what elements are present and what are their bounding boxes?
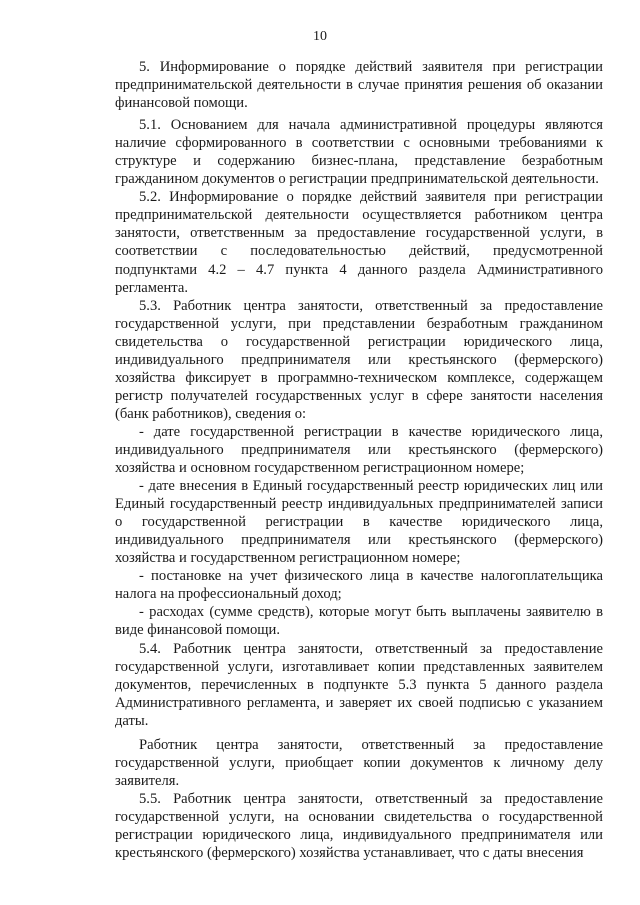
list-item-expenses: - расходах (сумме средств), которые могут быть выплачены заявителю в виде финансовой помощи. xyxy=(115,604,603,639)
paragraph-5-4-continued: Работник центра занятости, ответственный за предоставление государственной услуги, приобщает копии документов к личному делу заявителя. xyxy=(115,736,603,789)
list-item-registration-date: - дате государственной регистрации в качестве юридического лица, индивидуального предпринимателя или крестьянского (фермерского) хозяйства и основном государственном регистрационном номере; xyxy=(115,423,603,477)
document-body xyxy=(115,58,603,862)
paragraph-5-2: 5.2. Информирование о порядке действий заявителя при регистрации предпринимательской деятельности осуществляется работником центра занятости, ответственным за предоставление государственной услуги, в соответствии с последовательностью действий, предусмотренной подпунктами 4.2 – 4.7 пункта 4 данного раздела Административного регламента. xyxy=(115,189,603,296)
section-5-heading-paragraph: 5. Информирование о порядке действий заявителя при регистрации предпринимательской деятельности в случае принятия решения об оказании финансовой помощи. xyxy=(115,59,603,112)
page-number: 10 xyxy=(313,29,327,44)
list-item-tax-registration: - постановке на учет физического лица в качестве налогоплательщика налога на профессиональный доход; xyxy=(115,568,603,603)
paragraph-5-5: 5.5. Работник центра занятости, ответственный за предоставление государственной услуги, на основании свидетельства о государственной регистрации юридического лица, индивидуального предпринимателя или крестьянского (фермерского) хозяйства устанавливает, что с даты внесения xyxy=(115,790,603,862)
paragraph-5-3: 5.3. Работник центра занятости, ответственный за предоставление государственной услуги, при представлении безработным гражданином свидетельства о государственной регистрации юридического лица, индивидуального предпринимателя или крестьянского (фермерского) хозяйства фиксирует в программно-техническом комплексе, содержащем регистр получателей государственных услуг в сфере занятости населения (банк работников), сведения о: xyxy=(115,297,603,422)
list-item-register-entry-date: - дате внесения в Единый государственный реестр юридических лиц или Единый государственный реестр индивидуальных предпринимателей записи о государственной регистрации в качестве юридического лица, индивидуального предпринимателя или крестьянского (фермерского) хозяйства и государственном регистрационном номере; xyxy=(115,478,603,567)
paragraph-5-4: 5.4. Работник центра занятости, ответственный за предоставление государственной услуги, изготавливает копии представленных заявителем документов, перечисленных в подпункте 5.3 пункта 5 данного раздела Административного регламента, и заверяет их своей подписью с указанием даты. xyxy=(115,640,603,729)
paragraph-5-1: 5.1. Основанием для начала административной процедуры являются наличие сформированного в соответствии с основными требованиями к структуре и содержанию бизнес-плана, представление безработным гражданином документов о регистрации предпринимательской деятельности. xyxy=(115,117,603,188)
